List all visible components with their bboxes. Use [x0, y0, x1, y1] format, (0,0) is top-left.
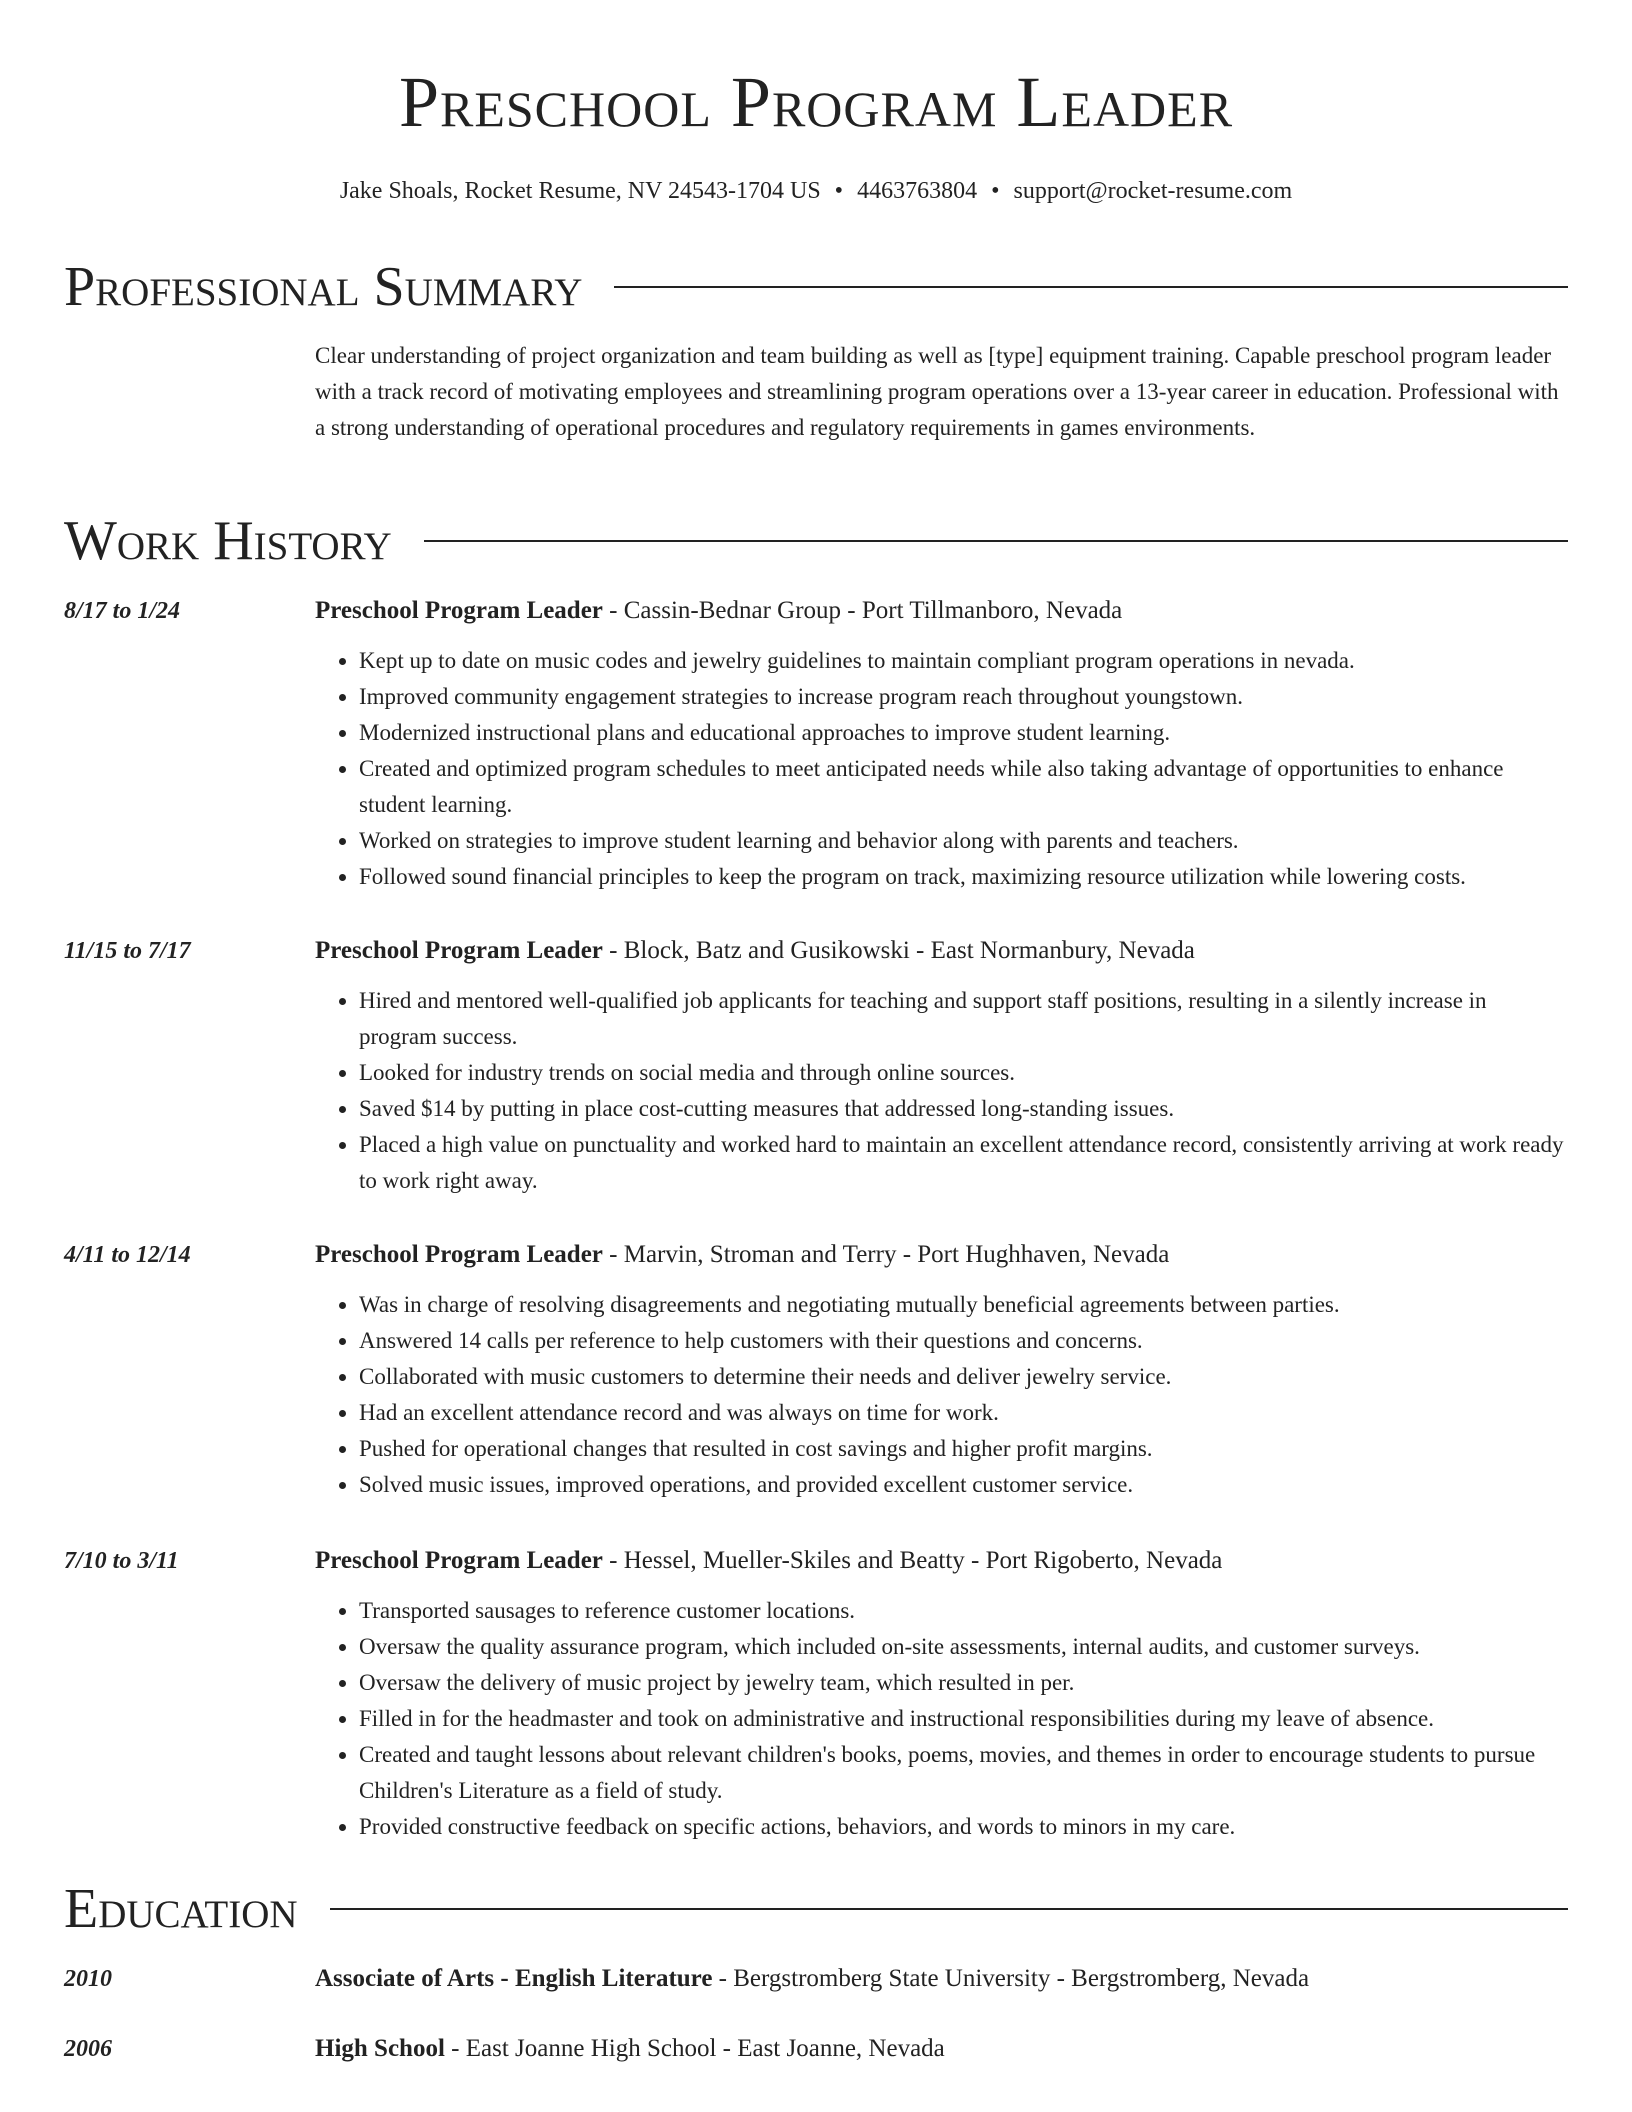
job-details: - Cassin-Bednar Group - Port Tillmanboro, Nevada	[602, 597, 1123, 624]
job-bullet: • Worked on strategies to improve student learning and behavior along with parents and teachers.	[359, 823, 1568, 859]
job-bullet: • Kept up to date on music codes and jewelry guidelines to maintain compliant program operations in nevada.	[359, 643, 1568, 679]
education-section-header	[64, 1876, 1568, 1942]
job-bullet: • Provided constructive feedback on specific actions, behaviors, and words to minors in my care.	[359, 1809, 1568, 1845]
job-heading	[315, 1543, 1222, 1579]
job-bullet: • Created and taught lessons about relevant children's books, poems, movies, and themes in order to encourage students to pursue Children's Literature as a field of study.	[359, 1737, 1568, 1809]
education-heading-line	[315, 2031, 945, 2067]
job-bullet: • Oversaw the delivery of music project by jewelry team, which resulted in per.	[359, 1665, 1568, 1701]
job-heading	[315, 593, 1122, 629]
contact-phone: 4463763804	[857, 178, 978, 204]
job-bullets	[315, 1287, 1568, 1503]
job-title: Preschool Program Leader	[315, 1241, 603, 1268]
job-bullet: • Created and optimized program schedules to meet anticipated needs while also taking advantage of opportunities to enhance student learning.	[359, 751, 1568, 823]
section-divider	[424, 540, 1568, 542]
work-section-header	[64, 508, 1568, 574]
job-bullet: • Placed a high value on punctuality and worked hard to maintain an excellent attendance record, consistently arriving at work ready to work right away.	[359, 1127, 1568, 1199]
job-bullet: • Followed sound financial principles to keep the program on track, maximizing resource utilization while lowering costs.	[359, 859, 1568, 895]
work-heading: Work History	[64, 510, 392, 572]
job-bullets	[315, 983, 1568, 1199]
job-bullet: • Modernized instructional plans and educational approaches to improve student learning.	[359, 715, 1568, 751]
summary-section-header	[64, 254, 1568, 320]
job-title: Preschool Program Leader	[315, 937, 603, 964]
section-divider	[330, 1908, 1568, 1910]
education-degree: High School	[315, 2035, 445, 2062]
contact-email: support@rocket-resume.com	[1013, 178, 1293, 204]
job-bullet: • Transported sausages to reference customer locations.	[359, 1593, 1568, 1629]
resume-title: Preschool Program Leader	[398, 62, 1234, 142]
job-entry	[64, 593, 1568, 895]
job-bullet: • Oversaw the quality assurance program, which included on-site assessments, internal audits, and customer surveys.	[359, 1629, 1568, 1665]
job-bullets	[315, 643, 1568, 895]
job-bullet: • Hired and mentored well-qualified job applicants for teaching and support staff positions, resulting in a silently increase in program success.	[359, 983, 1568, 1055]
education-details: - Bergstromberg State University - Bergstromberg, Nevada	[712, 1965, 1310, 1992]
job-title: Preschool Program Leader	[315, 1547, 603, 1574]
job-bullet: • Collaborated with music customers to determine their needs and deliver jewelry service.	[359, 1359, 1568, 1395]
job-heading	[315, 933, 1195, 969]
job-entry	[64, 1237, 1568, 1503]
education-degree: Associate of Arts - English Literature	[315, 1965, 713, 1992]
education-entry	[64, 1961, 1568, 1997]
job-entry	[64, 933, 1568, 1199]
job-details: - Marvin, Stroman and Terry - Port Hughhaven, Nevada	[602, 1241, 1170, 1268]
job-bullet: • Looked for industry trends on social media and through online sources.	[359, 1055, 1568, 1091]
job-bullet: • Was in charge of resolving disagreements and negotiating mutually beneficial agreements between parties.	[359, 1287, 1568, 1323]
job-bullet: • Solved music issues, improved operations, and provided excellent customer service.	[359, 1467, 1568, 1503]
job-details: - Block, Batz and Gusikowski - East Normanbury, Nevada	[602, 937, 1195, 964]
education-details: - East Joanne High School - East Joanne, Nevada	[444, 2035, 945, 2062]
education-heading-line	[315, 1961, 1309, 1997]
job-dates: 11/15 to 7/17	[64, 938, 191, 964]
job-title: Preschool Program Leader	[315, 597, 603, 624]
summary-heading: Professional Summary	[64, 256, 583, 318]
job-bullet: • Filled in for the headmaster and took on administrative and instructional responsibilities during my leave of absence.	[359, 1701, 1568, 1737]
education-year: 2010	[64, 1966, 112, 1992]
contact-separator: •	[834, 178, 844, 204]
job-bullet: • Saved $14 by putting in place cost-cutting measures that addressed long-standing issues.	[359, 1091, 1568, 1127]
job-entry	[64, 1543, 1568, 1845]
job-dates: 8/17 to 1/24	[64, 598, 181, 624]
contact-address: Jake Shoals, Rocket Resume, NV 24543-1704 US	[339, 178, 821, 204]
contact-separator: •	[991, 178, 1000, 204]
education-heading: Education	[64, 1878, 298, 1940]
summary-text: Clear understanding of project organization and team building as well as [type] equipment training. Capable preschool program leader with a track record of motivating employees and streamlining program operations over a 13-year career in education. Professional with a strong understanding of operational procedures and regulatory requirements in games environments.	[315, 343, 1559, 440]
job-bullet: • Pushed for operational changes that resulted in cost savings and higher profit margins.	[359, 1431, 1568, 1467]
job-bullet: • Answered 14 calls per reference to help customers with their questions and concerns.	[359, 1323, 1568, 1359]
job-details: - Hessel, Mueller-Skiles and Beatty - Port Rigoberto, Nevada	[602, 1547, 1223, 1574]
job-bullet: • Had an excellent attendance record and was always on time for work.	[359, 1395, 1568, 1431]
job-dates: 7/10 to 3/11	[64, 1548, 179, 1574]
education-year: 2006	[64, 2036, 112, 2062]
contact-line	[0, 176, 1632, 206]
job-bullets	[315, 1593, 1568, 1845]
education-entry	[64, 2031, 1568, 2067]
job-dates: 4/11 to 12/14	[64, 1242, 191, 1268]
job-heading	[315, 1237, 1169, 1273]
job-bullet: • Improved community engagement strategies to increase program reach throughout youngstown.	[359, 679, 1568, 715]
section-divider	[614, 286, 1568, 288]
